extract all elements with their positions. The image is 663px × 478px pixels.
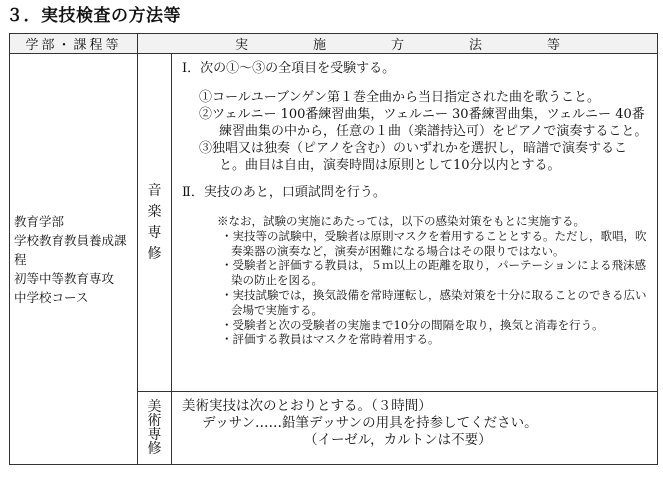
music-method-cell <box>172 54 658 392</box>
course-name: 学校教育教員養成課程 <box>14 232 127 267</box>
music-item-1: Ⅰ．次の①～③の全項目を受験する。 <box>182 61 396 76</box>
art-line-3: （イーゼル，カルトンは不要） <box>304 432 492 448</box>
music-subject-cell <box>138 54 172 392</box>
art-method-cell <box>172 392 658 465</box>
note-heading: ※なお，試験の実施にあたっては，以下の感染対策をもとに実施する。 <box>217 214 585 228</box>
note-bullet: ・受験者と次の受験者の実施まで10分の間隔を取り，換気と消毒を行う。 <box>221 317 604 332</box>
note-bullet: ・実技試験では，換気設備を常時運転し，感染対策を十分に取ることのできる広い会場で実施する。 <box>221 287 647 317</box>
art-subject-cell <box>138 392 172 465</box>
art-line-1: 美術実技は次のとおりとする。（３時間） <box>182 398 432 414</box>
table-header-row <box>10 34 658 54</box>
infection-control-note <box>217 214 651 347</box>
art-line-2: デッサン……鉛筆デッサンの用具を持参してください。 <box>202 415 538 431</box>
note-bullet: ・評価する教員はマスクを常時着用する。 <box>221 332 440 347</box>
art-subject-label: 美術専修 <box>147 398 162 457</box>
music-subitem-3: ③独唱又は独奏（ピアノを含む）のいずれかを選択し，暗譜で演奏すること。曲目は自由，演奏時間は原則として10分以内とする。 <box>199 141 627 173</box>
note-bullet: ・実技等の試験中，受験者は原則マスクを着用することとする。ただし，歌唱，吹奏楽器の演奏など，演奏が困難になる場合はその限りではない。 <box>221 228 647 258</box>
music-subitem-2: ②ツェルニー 100番練習曲集，ツェルニー 30番練習曲集，ツェルニー 40番練習曲集の中から，任意の１曲（楽譜持込可）をピアノで演奏すること。 <box>199 107 648 139</box>
section-heading: ３．実技検査の方法等 <box>6 6 181 26</box>
music-item-2: Ⅱ．実技のあと，口頭試問を行う。 <box>182 185 386 200</box>
music-row <box>10 54 658 392</box>
track-name: 中学校コース <box>14 289 89 305</box>
note-bullet: ・受験者と評価する教員は，５ｍ以上の距離を取り，パーテーションによる飛沫感染の防止を図る。 <box>221 258 647 288</box>
header-department: 学部・課程等 <box>10 34 138 54</box>
music-subject-label: 音楽専修 <box>147 182 162 262</box>
exam-method-table <box>9 33 658 465</box>
department-cell <box>10 54 138 465</box>
header-method: 実 施 方 法 等 <box>138 34 658 54</box>
major-name: 初等中等教育専攻 <box>14 270 115 286</box>
department-name: 教育学部 <box>14 213 65 229</box>
music-subitem-1: ①コールユーブンゲン第１巻全曲から当日指定された曲を歌うこと。 <box>199 90 601 105</box>
